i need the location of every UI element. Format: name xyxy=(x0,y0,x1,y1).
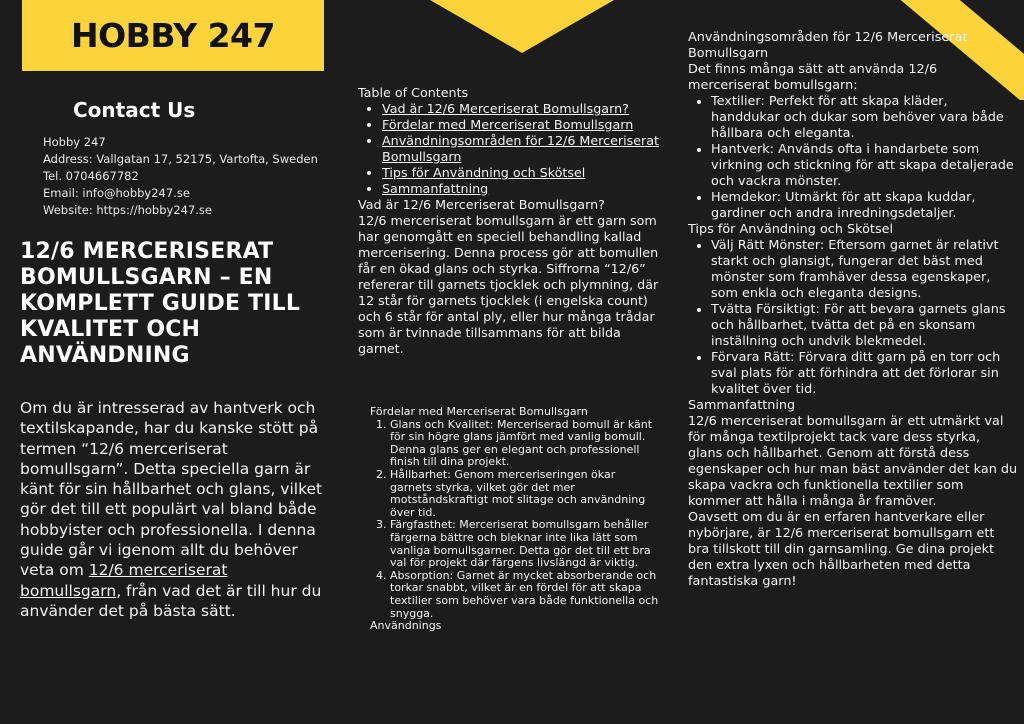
tips-item: • Tvätta Försiktigt: För att bevara garnets glans och hållbarhet, tvätta det på en skonsam inställning och undvik blekmedel. xyxy=(711,302,1018,350)
toc-link-benefits[interactable]: Fördelar med Merceriserat Bomullsgarn xyxy=(382,117,634,132)
uses-intro: Det finns många sätt att använda 12/6 merceriserat bomullsgarn: xyxy=(688,62,938,93)
benefits-trailing-text: Användnings xyxy=(370,619,442,633)
toc-item xyxy=(382,181,668,197)
benefit-item: 1. Glans och Kvalitet: Merceriserad bomull är känt för sin högre glans jämfört med vanlig bomull. Denna glans ger en elegant och professionell finish till dina projekt. xyxy=(390,419,660,469)
toc-heading: Table of Contents xyxy=(358,85,469,100)
toc-link-summary[interactable]: Sammanfattning xyxy=(382,181,489,196)
intro-paragraph xyxy=(20,398,330,621)
middle-column xyxy=(358,85,668,357)
uses-item: • Hemdekor: Utmärkt för att skapa kuddar, gardiner och andra inredningsdetaljer. xyxy=(711,190,1018,222)
toc-item xyxy=(382,101,668,117)
toc-link-uses[interactable]: Användningsområden för 12/6 Merceriserat Bomullsgarn xyxy=(382,133,660,164)
toc-link-what[interactable]: Vad är 12/6 Merceriserat Bomullsgarn? xyxy=(382,101,629,116)
right-column xyxy=(688,30,1018,590)
toc-item xyxy=(382,133,668,165)
intro-text-after: , från vad det är till hur du använder det på bästa sätt. xyxy=(20,581,322,620)
contact-website: Website: https://hobby247.se xyxy=(43,203,212,217)
contact-email: Email: info@hobby247.se xyxy=(43,186,190,200)
contact-company: Hobby 247 xyxy=(43,135,106,149)
contact-heading: Contact Us xyxy=(73,98,196,122)
uses-item: • Textilier: Perfekt för att skapa kläder, handdukar och dukar som behöver vara både hållbara och eleganta. xyxy=(711,94,1018,142)
summary-paragraph-2: Oavsett om du är en erfaren hantverkare eller nybörjare, är 12/6 merceriserat bomullsgarn ett bra tillskott till din garnsamling. Ge dina projekt den extra lyxen och hållbarheten med detta fantastiska garn! xyxy=(688,510,995,589)
what-heading: Vad är 12/6 Merceriserat Bomullsgarn? xyxy=(358,197,605,212)
benefits-section xyxy=(370,406,660,633)
brand-banner xyxy=(22,0,324,71)
toc-list xyxy=(358,101,668,197)
decorative-triangle xyxy=(430,0,614,53)
brand-name: HOBBY 247 xyxy=(71,16,275,55)
tips-heading: Tips för Användning och Skötsel xyxy=(688,222,894,237)
what-body: 12/6 merceriserat bomullsgarn är ett garn som har genomgått en speciell behandling kallad mercerisering. Denna process gör att bomullen får en ökad glans och styrka. Siffrorna “12/6” refererar till garnets tjocklek och plymning, där 12 står för garnets tjocklek (i engelska count) och 6 står för antal ply, eller hur många trådar som är tvinnade tillsammans för att bilda garnet. xyxy=(358,213,659,356)
benefits-list xyxy=(370,419,660,621)
intro-text-before: Om du är intresserad av hantverk och textilskapande, har du kanske stött på termen “12/6 merceriserat bomullsgarn”. Detta speciella garn är känt för sin hållbarhet och glans, vilket gör det till ett populärt val bland både hobbyister och professionella. I denna guide går vi igenom allt du behöver veta om xyxy=(20,399,323,580)
benefit-item: 3. Färgfasthet: Merceriserat bomullsgarn behåller färgerna bättre och bleknar inte lika lätt som vanliga bomullsgarner. Detta gör det till ett bra val för projekt där färgens livslängd är viktig. xyxy=(390,519,660,569)
summary-paragraph-1: 12/6 merceriserat bomullsgarn är ett utmärkt val för många textilprojekt tack vare dess styrka, glans och hållbarhet. Genom att förstå dess egenskaper och hur man bäst använder det kan du skapa vackra och funktionella textilier som kommer att hålla i många år framöver. xyxy=(688,414,1018,509)
uses-list xyxy=(688,94,1018,222)
contact-phone: Tel. 0704667782 xyxy=(43,169,139,183)
benefits-heading: Fördelar med Merceriserat Bomullsgarn xyxy=(370,405,588,418)
uses-item: • Hantverk: Används ofta i handarbete som virkning och stickning för att skapa detaljerade och vackra mönster. xyxy=(711,142,1018,190)
toc-item xyxy=(382,117,668,133)
toc-link-tips[interactable]: Tips för Användning och Skötsel xyxy=(382,165,586,180)
tips-item: • Förvara Rätt: Förvara ditt garn på en torr och sval plats för att förhindra att det förlorar sin kvalitet över tid. xyxy=(711,350,1018,398)
tips-list xyxy=(688,238,1018,398)
contact-section xyxy=(43,98,343,219)
uses-heading: Användningsområden för 12/6 Merceriserat Bomullsgarn xyxy=(688,30,968,61)
benefit-item: 2. Hållbarhet: Genom merceriseringen ökar garnets styrka, vilket gör det mer motståndskraftigt mot slitage och användning över tid. xyxy=(390,469,660,519)
benefit-item: 4. Absorption: Garnet är mycket absorberande och torkar snabbt, vilket är en fördel för att skapa textilier som behöver vara både funktionella och snygga. xyxy=(390,570,660,620)
intro-product-link[interactable]: 12/6 merceriserat bomullsgarn xyxy=(20,561,228,600)
summary-heading: Sammanfattning xyxy=(688,398,796,413)
tips-item: • Välj Rätt Mönster: Eftersom garnet är relativt starkt och glansigt, fungerar det bäst med mönster som framhäver dessa egenskaper, som enkla och eleganta designs. xyxy=(711,238,1018,302)
contact-address: Address: Vallgatan 17, 52175, Vartofta, Sweden xyxy=(43,152,318,166)
toc-item xyxy=(382,165,668,181)
page-title: 12/6 MERCERISERAT BOMULLSGARN – EN KOMPLETT GUIDE TILL KVALITET OCH ANVÄNDNING xyxy=(20,239,301,368)
